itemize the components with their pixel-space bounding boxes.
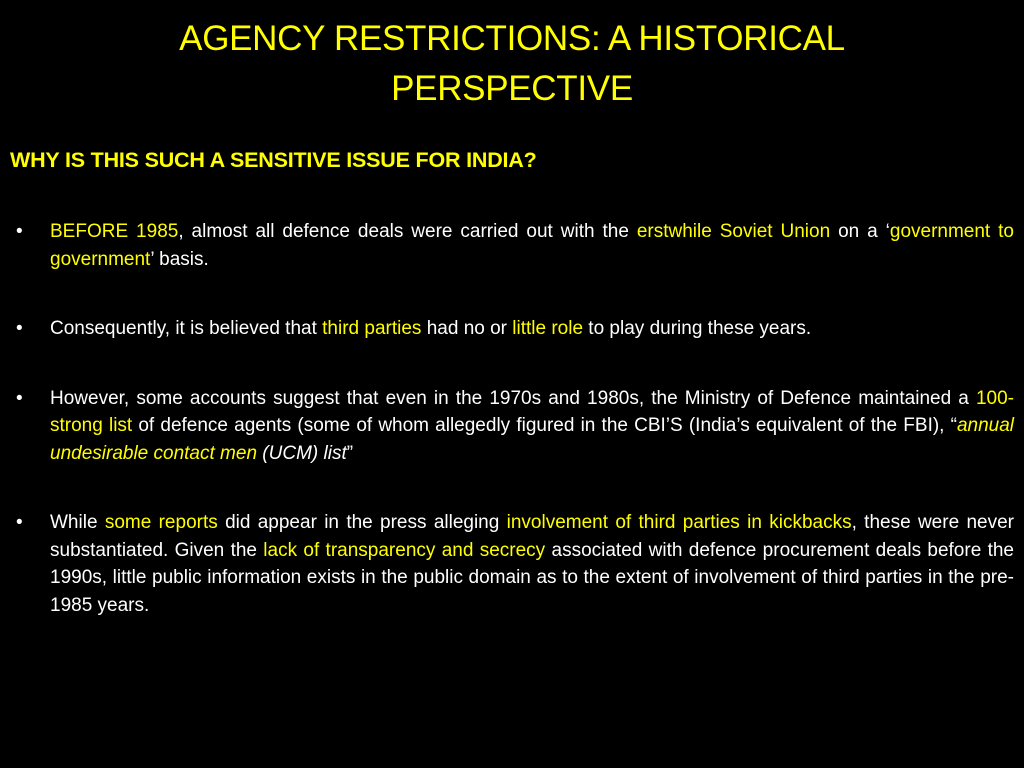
- bullet-segment: Consequently, it is believed that: [50, 318, 323, 339]
- slide-title: [40, 14, 984, 114]
- bullet-text: [50, 388, 1014, 464]
- bullet-item: [10, 385, 1014, 468]
- bullet-segment: , almost all defence deals were carried out with the: [178, 221, 637, 242]
- bullet-icon: •: [16, 318, 23, 339]
- bullet-segment: ”: [346, 442, 354, 464]
- bullet-segment: associated with defence procurement deals before the 1990s, little public information exists in the public domain as to the extent of involvement of third parties in the pre-1985 years.: [50, 539, 1014, 616]
- bullet-text: [50, 512, 1014, 616]
- bullet-segment: had no or: [421, 318, 513, 339]
- bullet-icon: •: [16, 512, 23, 533]
- bullet-segment: on a ‘: [830, 221, 890, 242]
- bullet-segment: lack of transparency and secrecy: [263, 539, 546, 561]
- bullet-segment: some reports: [104, 512, 218, 533]
- bullet-icon: •: [16, 387, 23, 409]
- slide-subtitle: WHY IS THIS SUCH A SENSITIVE ISSUE FOR INDIA?: [10, 148, 537, 172]
- bullet-segment: to play during these years.: [583, 318, 812, 339]
- bullet-segment: , these were never substantiated. Given the: [50, 512, 1014, 561]
- title-line-2: PERSPECTIVE: [391, 69, 633, 108]
- bullet-segment: erstwhile Soviet Union: [636, 221, 831, 242]
- bullet-text: [50, 221, 1014, 270]
- bullet-segment: (UCM) list: [262, 442, 347, 464]
- bullet-icon: •: [16, 221, 23, 242]
- bullet-segment: did appear in the press alleging: [217, 512, 507, 533]
- bullet-item: [10, 218, 1014, 273]
- bullet-segment: government to government: [50, 221, 1014, 270]
- bullet-segment: annual undesirable contact men: [50, 415, 1015, 464]
- bullet-segment: ’ basis.: [150, 248, 209, 270]
- bullet-segment: little role: [512, 318, 584, 339]
- bullet-segment: BEFORE 1985: [50, 221, 179, 242]
- title-line-1: AGENCY RESTRICTIONS: A HISTORICAL: [179, 19, 845, 58]
- bullet-item: [10, 315, 1014, 343]
- bullet-segment: of defence agents (some of whom allegedly figured in the CBI’S (India’s equivalent of the FBI), “: [132, 415, 957, 436]
- bullet-segment: 100-strong list: [50, 387, 1014, 436]
- bullet-segment: However, some accounts suggest that even in the 1970s and 1980s, the Ministry of Defence maintained a: [50, 387, 976, 409]
- bullet-list: [10, 218, 1014, 619]
- bullet-segment: While: [50, 512, 105, 533]
- bullet-segment: involvement of third parties in kickbacks: [506, 512, 852, 533]
- bullet-segment: third parties: [322, 318, 422, 339]
- bullet-item: [10, 509, 1014, 619]
- bullet-text: [50, 318, 811, 339]
